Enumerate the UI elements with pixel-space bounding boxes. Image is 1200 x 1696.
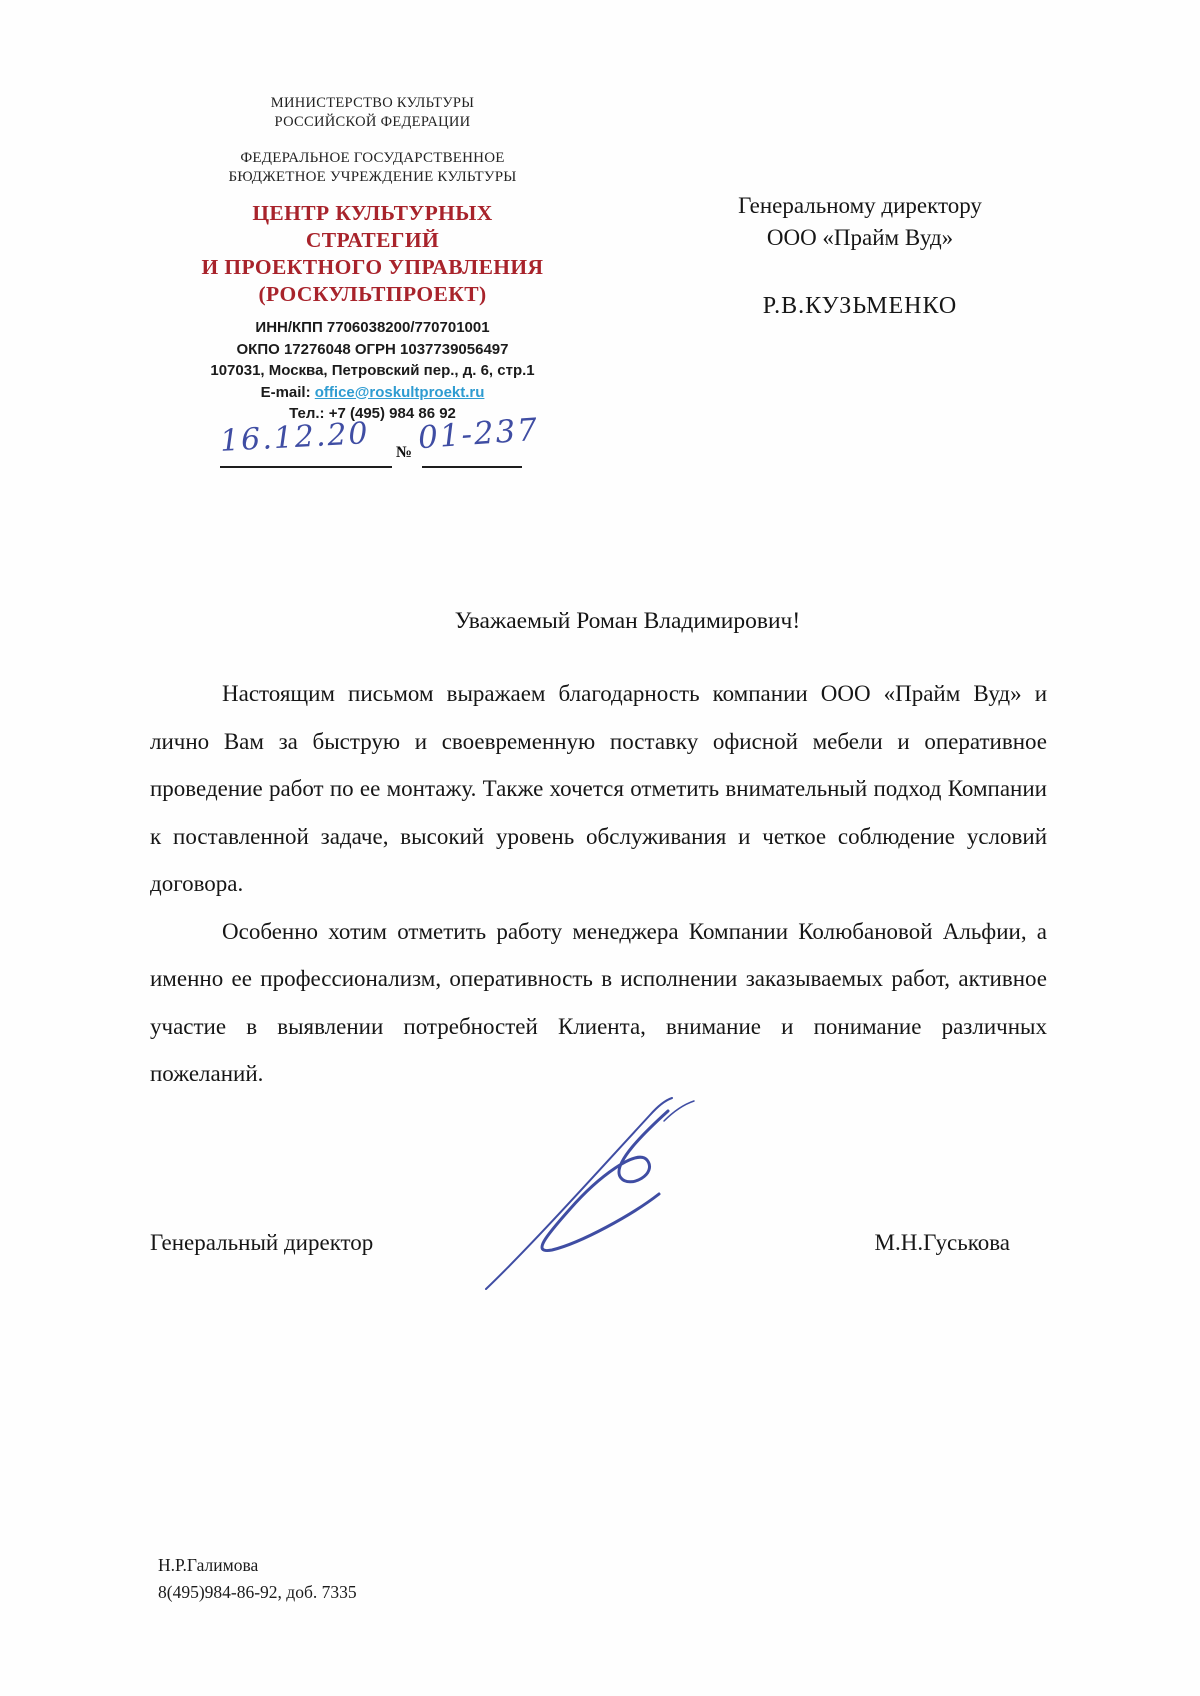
signature-row [150,1230,1010,1256]
email-label: E-mail: [260,383,315,401]
paragraph-2: Особенно хотим отметить работу менеджера Компании Колюбановой Альфии, а именно ее профессионализм, оперативность в исполнении заказываемых работ, активное участие в выявлении потребностей Клиента, внимание и понимание различных пожеланий. [150,918,1047,1086]
ministry-block [150,94,595,132]
ministry-line-2: РОССИЙСКОЙ ФЕДЕРАЦИИ [274,114,471,130]
paragraph-1: Настоящим письмом выражаем благодарность компании ООО «Прайм Вуд» и лично Вам за быструю и своевременную поставку офисной мебели и оперативное проведение работ по ее монтажу. Также хочется отметить внимательный подход Компании к поставленной задаче, высокий уровень обслуживания и четкое соблюдение условий договора. [150,681,1047,896]
signer-name: М.Н.Гуськова [874,1230,1010,1255]
recipient-title: Генеральному директору [738,193,982,218]
handwritten-date: 16.12.20 [219,416,371,459]
letter-body [150,670,1047,1098]
postal-address: 107031, Москва, Петровский пер., д. 6, стр.1 [210,362,535,379]
organization-name [150,200,595,308]
date-underline [220,466,392,468]
org-name-line-4: (РОСКУЛЬТПРОЕКТ) [258,282,487,306]
letterhead [150,94,595,425]
okpo-ogrn: ОКПО 17276048 ОГРН 1037739056497 [236,340,509,358]
ministry-line-1: МИНИСТЕРСТВО КУЛЬТУРЫ [270,95,475,111]
email-link[interactable]: office@roskultproekt.ru [314,383,485,401]
email-row [150,382,595,404]
institution-line-2: БЮДЖЕТНОЕ УЧРЕЖДЕНИЕ КУЛЬТУРЫ [228,169,517,185]
org-details [150,317,595,425]
recipient-block [655,190,1065,322]
inn-kpp: ИНН/КПП 7706038200/770701001 [255,319,490,336]
executor-name: Н.Р.Галимова [158,1555,259,1575]
handwritten-number: 01-237 [416,411,541,457]
org-name-line-1: ЦЕНТР КУЛЬТУРНЫХ [252,201,493,225]
institution-line-1: ФЕДЕРАЛЬНОЕ ГОСУДАРСТВЕННОЕ [240,150,505,166]
org-name-line-2: СТРАТЕГИЙ [305,228,440,252]
phone-line: Тел.: +7 (495) 984 86 92 [289,405,456,422]
salutation: Уважаемый Роман Владимирович! [454,608,801,634]
recipient-company: ООО «Прайм Вуд» [766,225,954,250]
signature-ink [480,1095,720,1295]
executor-phone: 8(495)984-86-92, доб. 7335 [158,1582,357,1602]
recipient-name: Р.В.КУЗЬМЕНКО [762,293,958,319]
number-underline [422,466,522,468]
signer-title: Генеральный директор [150,1230,374,1255]
executor-block [158,1552,357,1606]
number-sign: № [396,444,413,461]
institution-block [150,149,595,187]
org-name-line-3: И ПРОЕКТНОГО УПРАВЛЕНИЯ [201,255,544,279]
